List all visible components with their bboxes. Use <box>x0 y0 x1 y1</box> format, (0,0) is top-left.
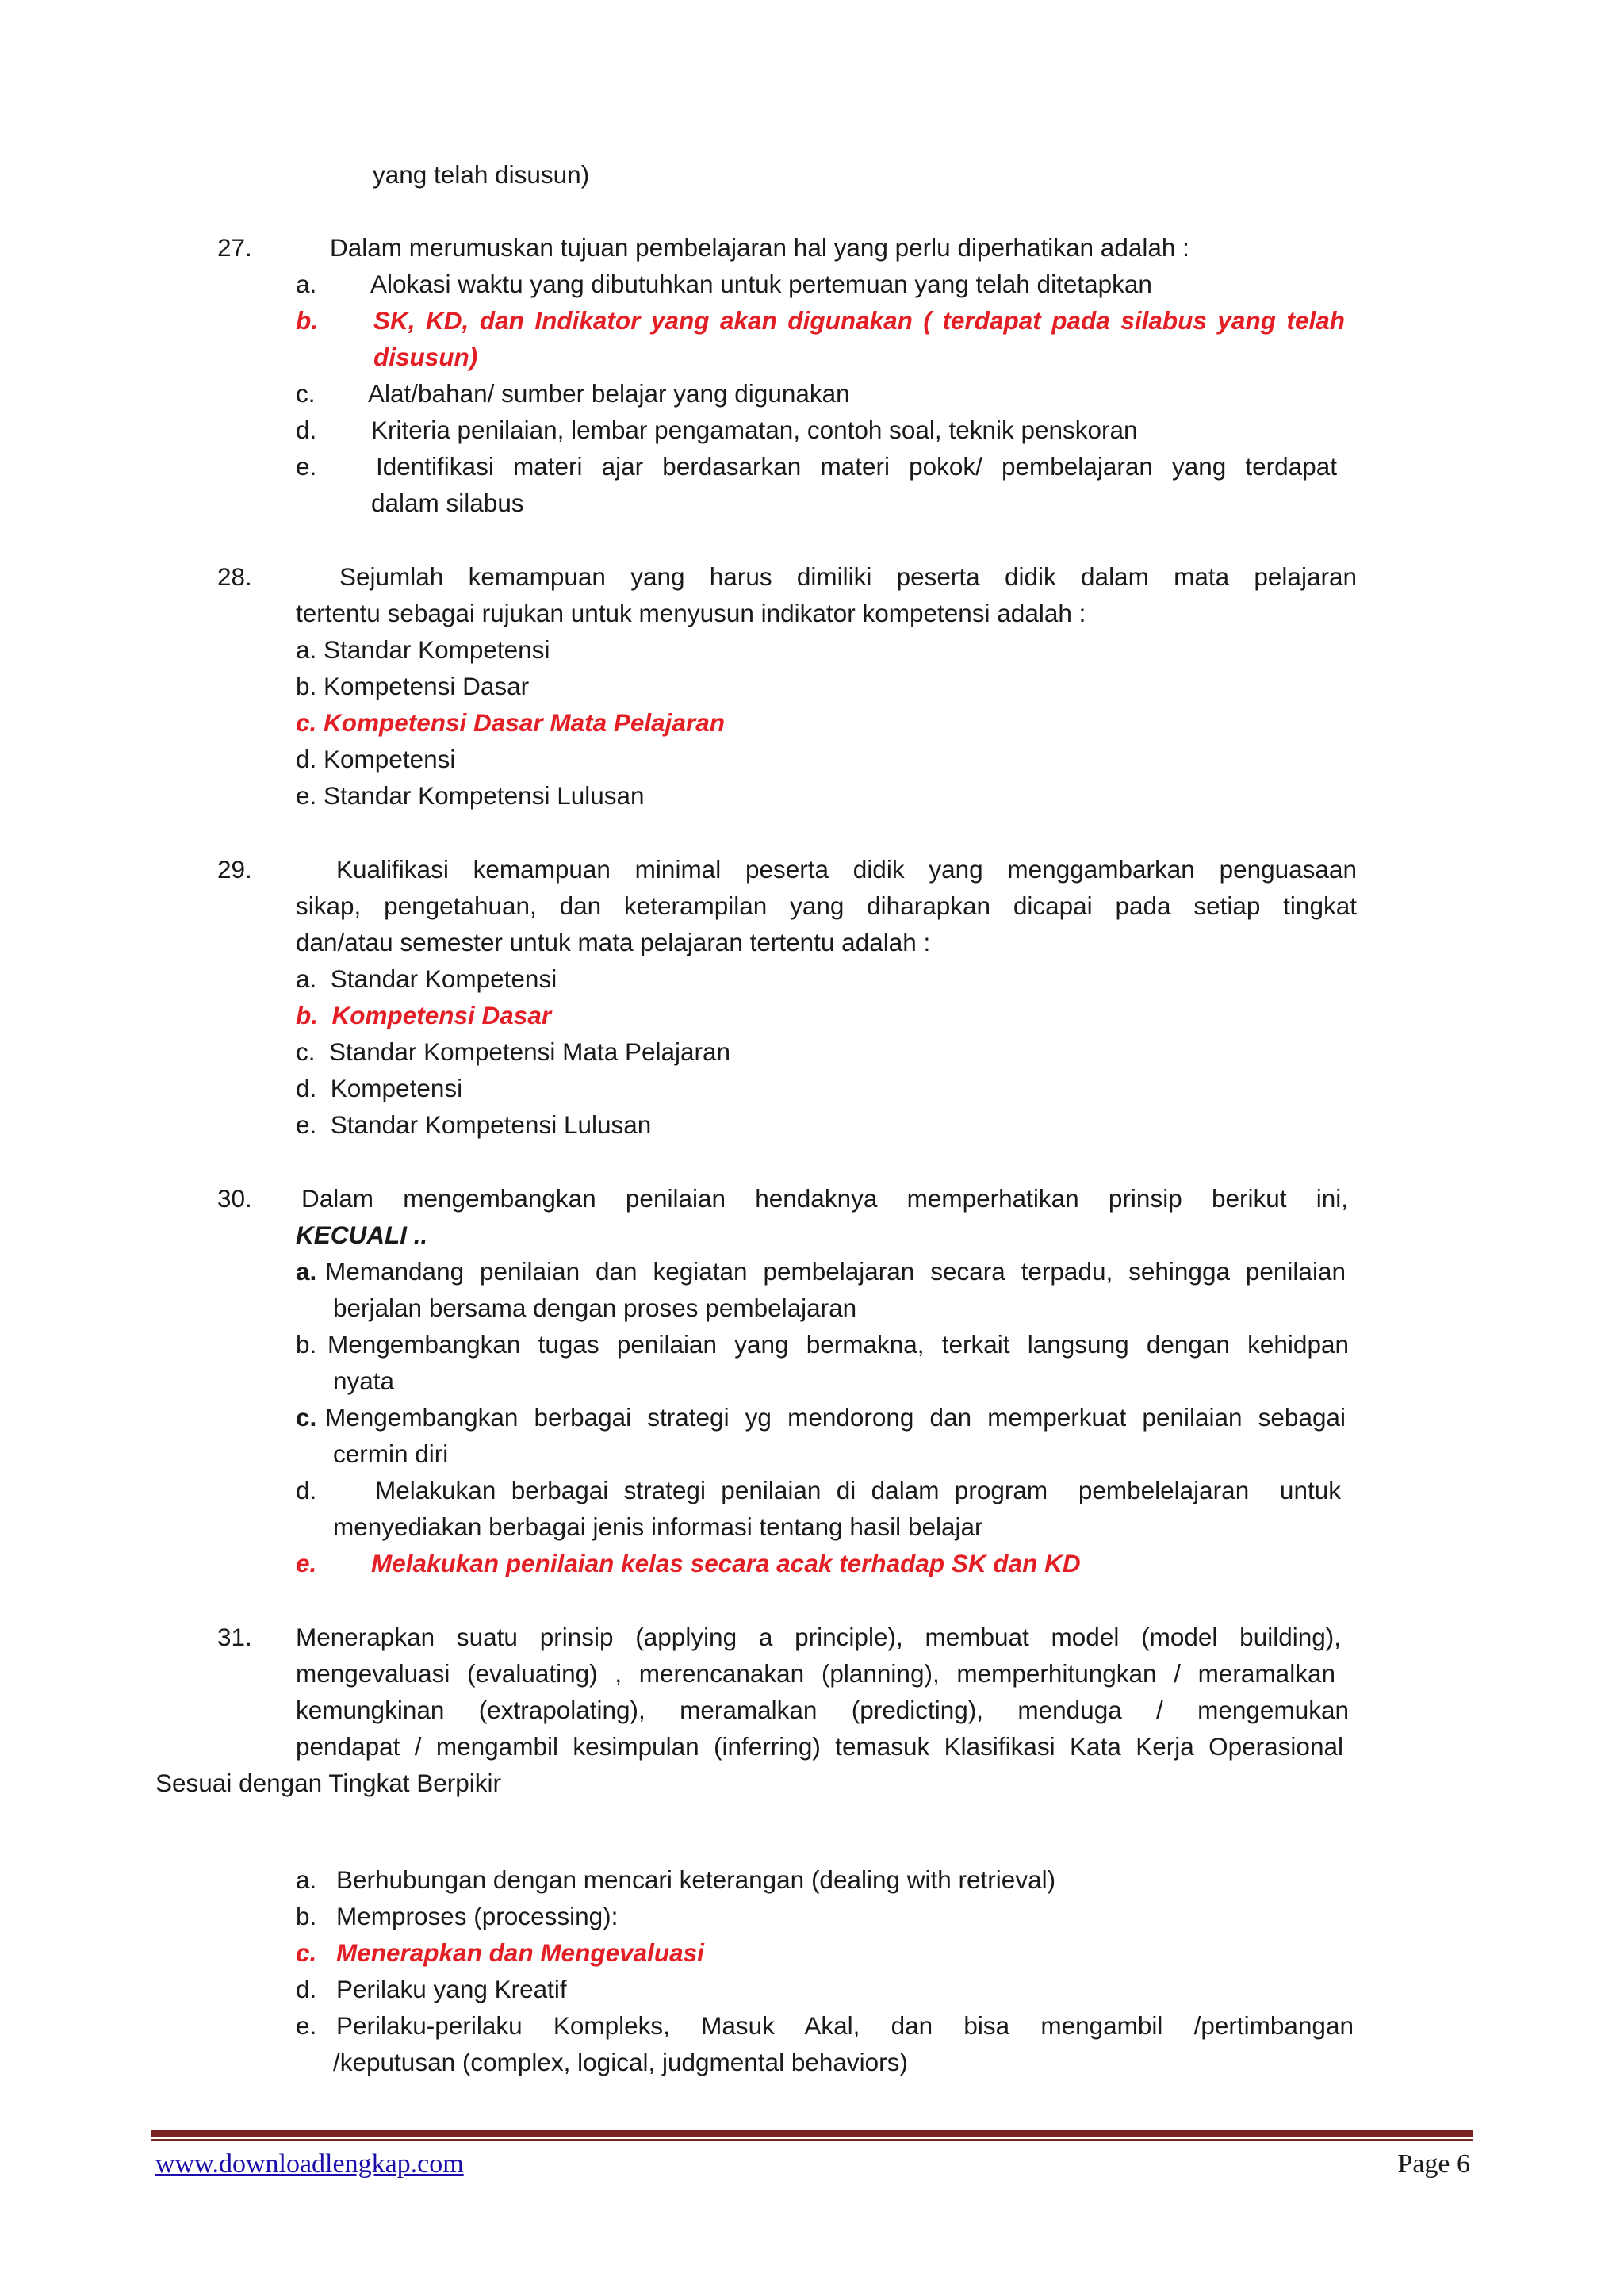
question-text-cont: kemungkinan (extrapolating), meramalkan (predicting), menduga / mengemukan <box>296 1696 1349 1724</box>
answer-option: c. Kompetensi Dasar Mata Pelajaran <box>296 708 725 737</box>
question-text: Dalam mengembangkan penilaian hendaknya memperhatikan prinsip berikut ini, <box>301 1184 1348 1213</box>
option-label: e. <box>296 452 317 481</box>
answer-option-label: b. <box>296 306 318 335</box>
option-text-cont: menyediakan berbagai jenis informasi tentang hasil belajar <box>333 1512 983 1541</box>
option-label: e. <box>296 2011 317 2040</box>
option-label: d. <box>296 1975 317 2003</box>
option-label: a. <box>296 270 317 298</box>
option-text-cont: nyata <box>333 1366 395 1395</box>
answer-option-label: e. <box>296 1549 317 1577</box>
option-text: Memandang penilaian dan kegiatan pembelajaran secara terpadu, sehingga penilaian <box>325 1257 1346 1286</box>
question-text-cont: Sesuai dengan Tingkat Berpikir <box>155 1769 502 1797</box>
question-text-cont: pendapat / mengambil kesimpulan (inferring) temasuk Klasifikasi Kata Kerja Operasional <box>296 1732 1343 1761</box>
question-text-cont: mengevaluasi (evaluating) , merencanakan (planning), memperhitungkan / meramalkan <box>296 1659 1335 1688</box>
question-text-cont: tertentu sebagai rujukan untuk menyusun indikator kompetensi adalah : <box>296 599 1086 627</box>
option: b. Kompetensi Dasar <box>296 672 530 700</box>
footer-rule-thin <box>151 2139 1473 2141</box>
option-text: Berhubungan dengan mencari keterangan (dealing with retrieval) <box>336 1865 1056 1894</box>
footer-rule-thick <box>151 2130 1473 2137</box>
question-text: Menerapkan suatu prinsip (applying a principle), membuat model (model building), <box>296 1623 1341 1651</box>
question-text: Sejumlah kemampuan yang harus dimiliki peserta didik dalam mata pelajaran <box>339 562 1357 591</box>
option: a. Standar Kompetensi <box>296 964 557 993</box>
option: d. Kompetensi <box>296 1074 463 1102</box>
option-label: d. <box>296 1476 317 1504</box>
footer-website-link[interactable]: www.downloadlengkap.com <box>155 2149 464 2179</box>
option-label: b. <box>296 1330 317 1359</box>
option-label: c. <box>296 379 316 408</box>
option: e. Standar Kompetensi Lulusan <box>296 1110 652 1139</box>
question-text-cont: dan/atau semester untuk mata pelajaran tertentu adalah : <box>296 928 931 956</box>
option-text: Alat/bahan/ sumber belajar yang digunakan <box>368 379 850 408</box>
option-text: Kriteria penilaian, lembar pengamatan, contoh soal, teknik penskoran <box>371 416 1138 444</box>
option-label: b. <box>296 1902 317 1930</box>
option-text: Alokasi waktu yang dibutuhkan untuk pertemuan yang telah ditetapkan <box>370 270 1152 298</box>
question-text-cont: sikap, pengetahuan, dan keterampilan yang diharapkan dicapai pada setiap tingkat <box>296 891 1357 920</box>
question-number: 29. <box>217 855 252 884</box>
answer-option-label: c. <box>296 1938 317 1967</box>
question-text: Kualifikasi kemampuan minimal peserta didik yang menggambarkan penguasaan <box>336 855 1357 884</box>
option: e. Standar Kompetensi Lulusan <box>296 781 645 810</box>
question-number: 27. <box>217 233 252 262</box>
option-text: Identifikasi materi ajar berdasarkan materi pokok/ pembelajaran yang terdapat <box>376 452 1337 481</box>
option-text: Mengembangkan tugas penilaian yang bermakna, terkait langsung dengan kehidpan <box>327 1330 1349 1359</box>
question-text-cont: KECUALI .. <box>296 1221 428 1249</box>
option: d. Kompetensi <box>296 745 456 773</box>
question-number: 28. <box>217 562 252 591</box>
option: c. Standar Kompetensi Mata Pelajaran <box>296 1037 731 1066</box>
option-text-cont: berjalan bersama dengan proses pembelajaran <box>333 1294 857 1322</box>
option-label: a. <box>296 1865 317 1894</box>
answer-option-text: Menerapkan dan Mengevaluasi <box>336 1938 704 1967</box>
answer-option: b. Kompetensi Dasar <box>296 1001 552 1029</box>
answer-option-text: SK, KD, dan Indikator yang akan digunakan ( terdapat pada silabus yang telah <box>373 306 1345 335</box>
question-number: 30. <box>217 1184 252 1213</box>
option: a. Standar Kompetensi <box>296 635 550 664</box>
option-text: Perilaku-perilaku Kompleks, Masuk Akal, dan bisa mengambil /pertimbangan <box>336 2011 1354 2040</box>
option-label: d. <box>296 416 317 444</box>
page-number: Page 6 <box>1397 2149 1470 2179</box>
question-number: 31. <box>217 1623 252 1651</box>
option-text: Melakukan berbagai strategi penilaian di dalam program pembelelajaran untuk <box>375 1476 1341 1504</box>
option-label: a. <box>296 1257 317 1286</box>
option-text-cont: dalam silabus <box>371 489 524 517</box>
answer-option-text: Melakukan penilaian kelas secara acak terhadap SK dan KD <box>371 1549 1081 1577</box>
question-text: Dalam merumuskan tujuan pembelajaran hal yang perlu diperhatikan adalah : <box>330 233 1189 262</box>
option-text: Mengembangkan berbagai strategi yg mendorong dan memperkuat penilaian sebagai <box>325 1403 1346 1432</box>
option-text: Perilaku yang Kreatif <box>336 1975 567 2003</box>
option-text-cont: cermin diri <box>333 1439 449 1468</box>
answer-option-text-cont: disusun) <box>373 343 478 371</box>
q26-tail: yang telah disusun) <box>373 160 590 189</box>
option-label: c. <box>296 1403 317 1432</box>
option-text: Memproses (processing): <box>336 1902 619 1930</box>
option-text-cont: /keputusan (complex, logical, judgmental behaviors) <box>333 2048 908 2076</box>
